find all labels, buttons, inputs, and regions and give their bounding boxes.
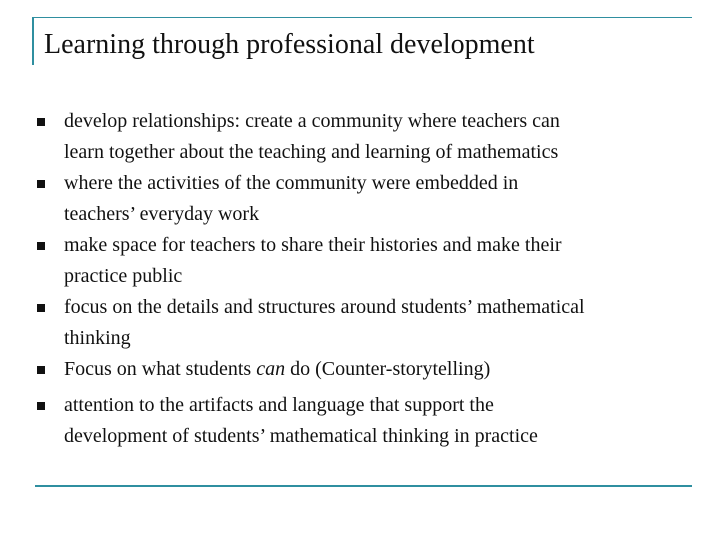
bullet-list: [0, 106, 720, 452]
bullet-text-line: development of students’ mathematical thinking in practice: [64, 425, 538, 447]
bullet-text-line: learn together about the teaching and learning of mathematics: [64, 141, 559, 163]
footer-rule: [35, 485, 692, 487]
square-bullet-icon: [37, 242, 45, 250]
bullet-text-line: thinking: [64, 327, 131, 349]
bullet-text-pre: Focus on what students: [64, 358, 257, 380]
square-bullet-icon: [37, 118, 45, 126]
bullet-item: [0, 230, 720, 292]
bullet-text-emphasis: can: [256, 358, 286, 380]
title-left-rule: [32, 17, 34, 65]
bullet-text-line: focus on the details and structures around students’ mathematical: [64, 296, 585, 318]
bullet-text-line: attention to the artifacts and language that support the: [64, 394, 494, 416]
slide-title: Learning through professional development: [44, 29, 535, 60]
bullet-text-line: develop relationships: create a community where teachers can: [64, 110, 560, 132]
square-bullet-icon: [37, 402, 45, 410]
bullet-text-post: do (Counter-storytelling): [285, 358, 491, 380]
title-top-rule: [32, 17, 692, 18]
bullet-item: [0, 390, 720, 452]
bullet-item: [0, 106, 720, 168]
bullet-text-line: teachers’ everyday work: [64, 203, 260, 225]
bullet-item: [0, 168, 720, 230]
square-bullet-icon: [37, 304, 45, 312]
bullet-text-line: make space for teachers to share their histories and make their: [64, 234, 562, 256]
square-bullet-icon: [37, 180, 45, 188]
bullet-text-line: practice public: [64, 265, 183, 287]
square-bullet-icon: [37, 366, 45, 374]
bullet-text-line: [64, 354, 720, 385]
bullet-text-line: where the activities of the community were embedded in: [64, 172, 519, 194]
bullet-item: [0, 354, 720, 390]
bullet-item: [0, 292, 720, 354]
